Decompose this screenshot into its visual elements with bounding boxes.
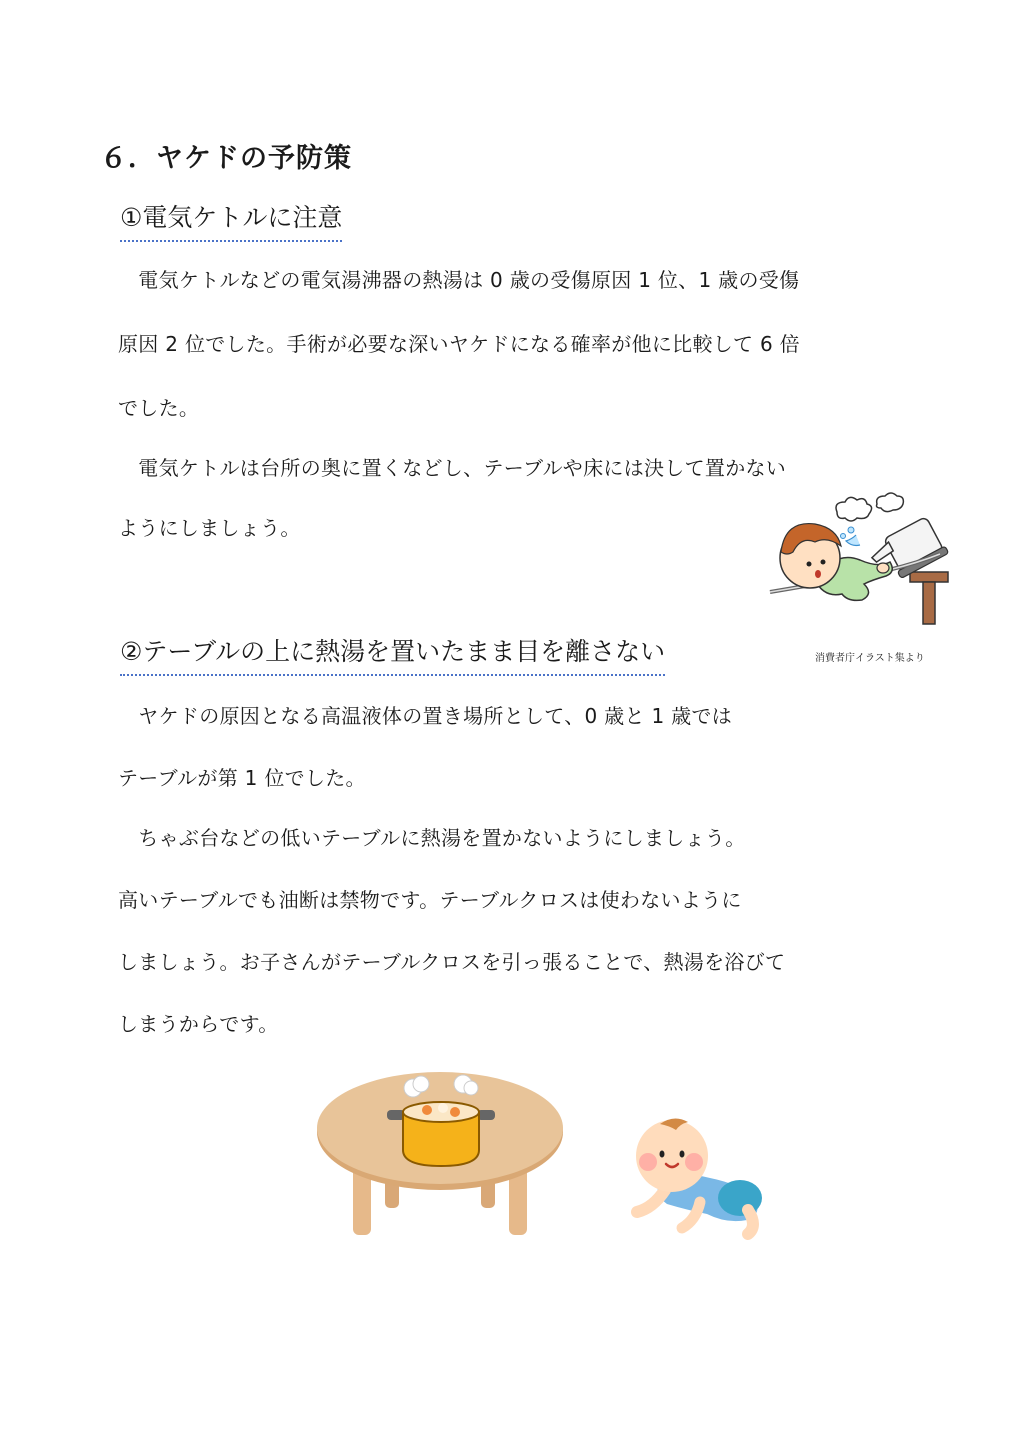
illustration-credit: 消費者庁イラスト集より [815, 653, 925, 664]
section1-line-5: ようにしましょう。 [118, 516, 301, 540]
section2-line-4: 高いテーブルでも油断は禁物です。テーブルクロスは使わないように [118, 888, 742, 912]
section2-line-1: ヤケドの原因となる高温液体の置き場所として、0 歳と 1 歳では [118, 704, 733, 728]
page-title: ６．ヤケドの予防策 [100, 143, 352, 174]
section2-line-2: テーブルが第 1 位でした。 [118, 766, 366, 790]
section1-heading: ①電気ケトルに注意 [120, 198, 342, 242]
section1-line-1: 電気ケトルなどの電気湯沸器の熱湯は 0 歳の受傷原因 1 位、1 歳の受傷 [118, 268, 800, 292]
child-kettle-illustration [765, 490, 950, 635]
table-pot-illustration [315, 1070, 565, 1240]
section2-line-6: しまうからです。 [118, 1012, 279, 1036]
section2-line-3: ちゃぶ台などの低いテーブルに熱湯を置かないようにしましょう。 [118, 826, 746, 850]
crawling-baby-illustration [630, 1110, 770, 1250]
section2-heading: ②テーブルの上に熱湯を置いたまま目を離さない [120, 632, 665, 676]
section1-line-3: でした。 [118, 396, 200, 420]
section1-line-4: 電気ケトルは台所の奥に置くなどし、テーブルや床には決して置かない [118, 456, 787, 480]
section2-line-5: しましょう。お子さんがテーブルクロスを引っ張ることで、熱湯を浴びて [118, 950, 786, 974]
section1-line-2: 原因 2 位でした。手術が必要な深いヤケドになる確率が他に比較して 6 倍 [118, 332, 800, 356]
